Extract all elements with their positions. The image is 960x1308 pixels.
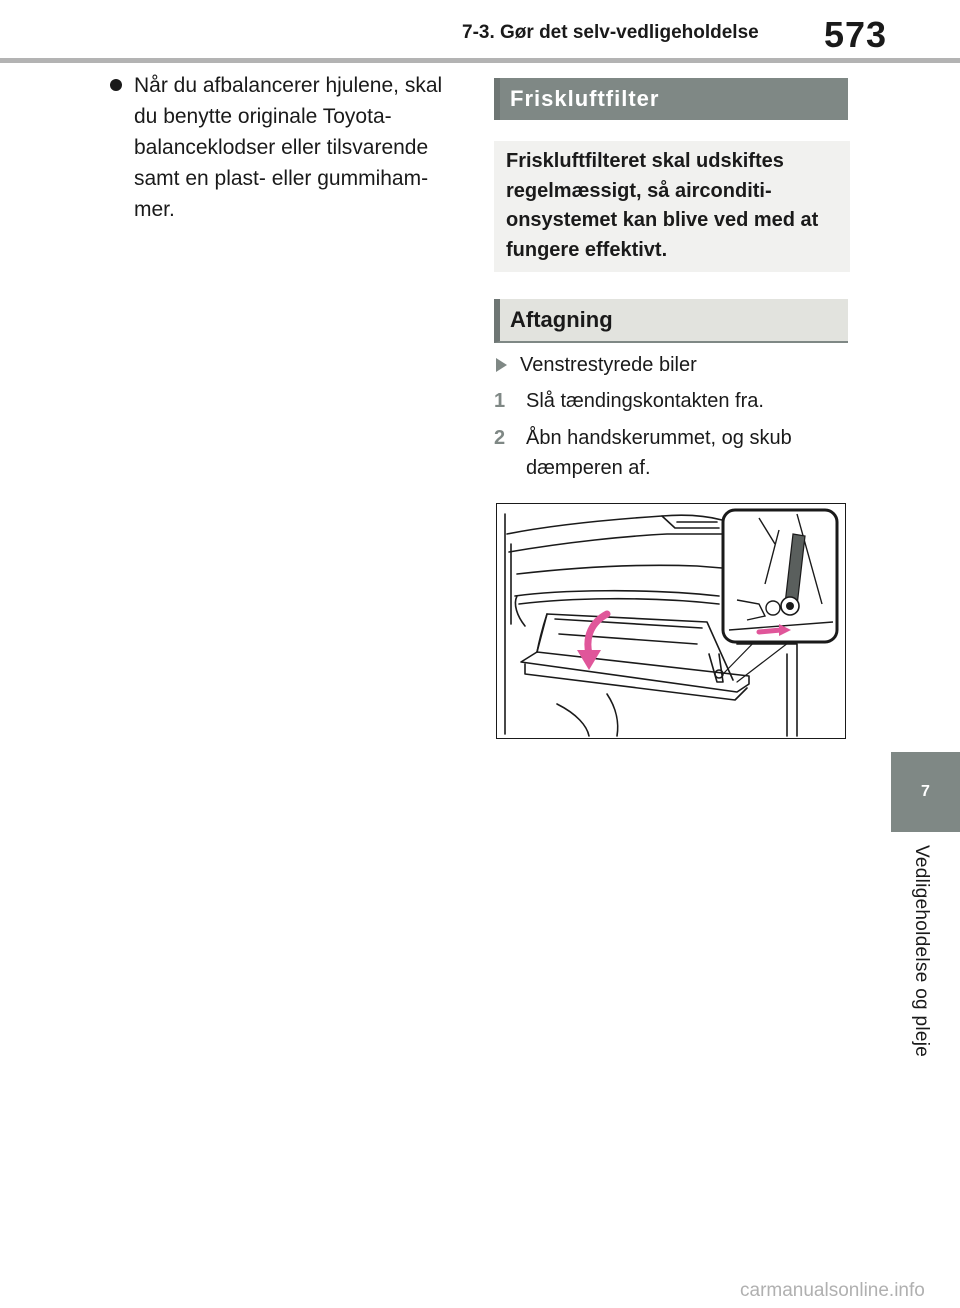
section-header: 7-3. Gør det selv-vedligeholdelse xyxy=(462,22,759,43)
bullet-icon xyxy=(110,79,122,91)
watermark: carmanualsonline.info xyxy=(740,1280,925,1301)
step-text: Åbn handskerummet, og skub dæmperen af. xyxy=(526,427,792,479)
step-2 xyxy=(494,423,846,483)
section-title: Friskluftfilter xyxy=(510,86,660,111)
glovebox-drawing xyxy=(497,504,844,737)
chapter-number: 7 xyxy=(921,783,930,800)
page-number: 573 xyxy=(824,14,888,55)
bullet-text: Når du afbalancerer hjulene, skal du benytte originale Toyota-balanceklodser eller tilsvarende samt en plast- eller gummiham-mer. xyxy=(134,74,443,221)
chapter-label: Vedligeholdelse og pleje xyxy=(911,845,932,1058)
condition-text: Venstrestyrede biler xyxy=(520,354,697,376)
triangle-right-icon xyxy=(496,358,507,372)
section-title-friskluftfilter xyxy=(494,78,848,120)
header-divider xyxy=(0,58,960,63)
section-title: Aftagning xyxy=(510,307,613,332)
step-number: 2 xyxy=(494,427,506,449)
bullet-item xyxy=(104,70,464,225)
chapter-tab[interactable] xyxy=(891,752,960,832)
glovebox-illustration xyxy=(496,503,846,739)
condition-line xyxy=(496,351,697,379)
step-text: Slå tændingskontakten fra. xyxy=(526,390,764,412)
section-title-aftagning xyxy=(494,299,848,343)
left-column xyxy=(104,70,464,225)
intro-box xyxy=(494,141,850,272)
intro-text: Friskluftfilteret skal udskiftes regelmæssigt, så airconditi-onsystemet kan blive ved med at fungere effektivt. xyxy=(506,150,819,261)
step-number: 1 xyxy=(494,390,506,412)
step-1 xyxy=(494,386,846,416)
